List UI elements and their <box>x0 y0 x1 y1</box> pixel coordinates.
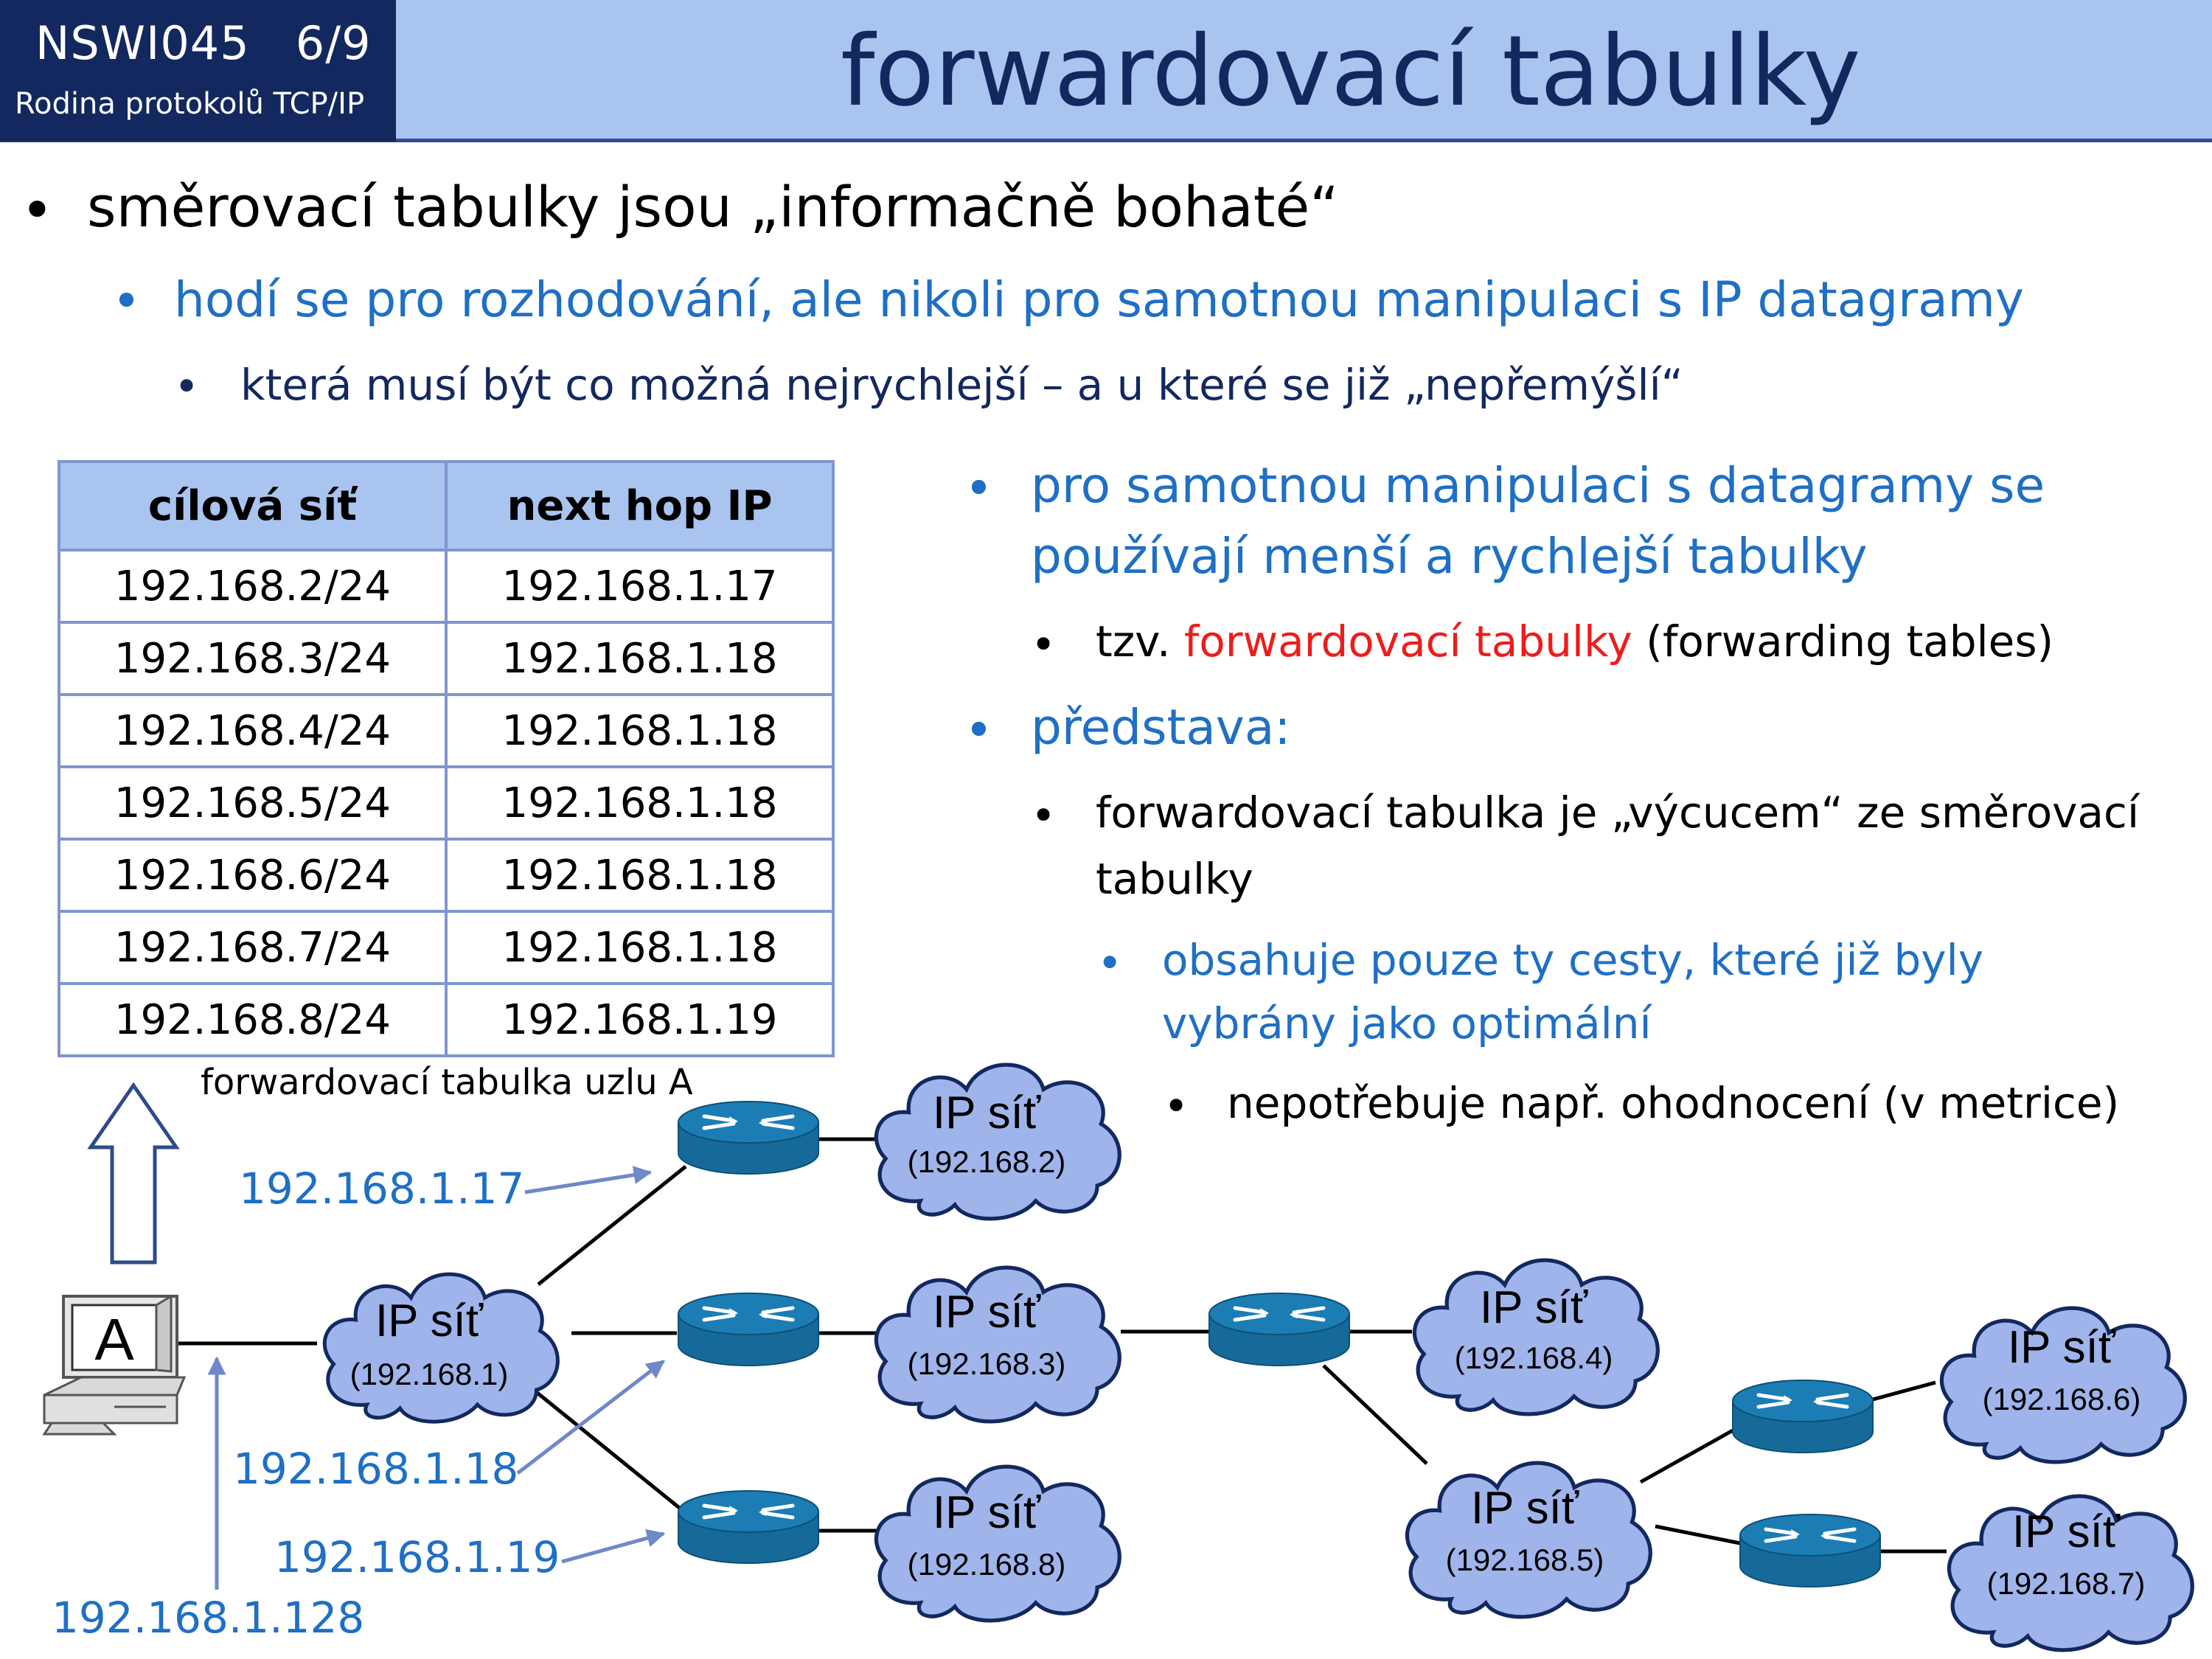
cloud-title: IP síť <box>1470 1483 1579 1534</box>
cell-next-hop: 192.168.1.17 <box>446 550 833 622</box>
bullet-dot: • <box>174 361 200 411</box>
ip-label-router-17: 192.168.1.17 <box>239 1164 525 1214</box>
cloud-network: (192.168.2) <box>907 1144 1066 1179</box>
cloud-title: IP síť <box>932 1287 1041 1338</box>
right-bullet-2-1-1-line2: vybrány jako optimální <box>1162 998 1652 1048</box>
column-header-next-hop: next hop IP <box>446 462 833 550</box>
bullet-dot: • <box>112 273 141 330</box>
ip-label-host: 192.168.1.128 <box>52 1593 365 1643</box>
ip-label-router-19: 192.168.1.19 <box>274 1532 560 1582</box>
right-bullet-2: představa: <box>1031 699 1291 756</box>
cloud-network: (192.168.1) <box>349 1357 509 1391</box>
cloud-title: IP síť <box>2011 1506 2121 1557</box>
table-caption: forwardovací tabulka uzlu A <box>201 1062 693 1103</box>
right-bullet-1-line1: pro samotnou manipulaci s datagramy se <box>1031 457 2045 514</box>
bullet-dot: • <box>964 702 993 759</box>
slide-title: forwardovací tabulky <box>841 15 1861 128</box>
bullet-dot: • <box>964 460 993 517</box>
host-label: A <box>94 1307 134 1372</box>
router-icon <box>678 1293 818 1366</box>
cell-destination: 192.168.5/24 <box>59 767 446 839</box>
bullet-level1: směrovací tabulky jsou „informačně bohaté“ <box>87 174 1339 240</box>
cell-destination: 192.168.8/24 <box>59 984 446 1056</box>
cloud-network: (192.168.5) <box>1445 1543 1604 1577</box>
right-bullet-2-1-1-line1: obsahuje pouze ty cesty, které již byly <box>1162 935 1984 985</box>
cloud-title: IP síť <box>932 1487 1041 1538</box>
cell-destination: 192.168.7/24 <box>59 911 446 984</box>
right-bullet-2-1-line2: tabulky <box>1096 854 1253 904</box>
cloud-title: IP síť <box>1479 1282 1588 1333</box>
cell-destination: 192.168.2/24 <box>59 550 446 622</box>
router-icon <box>1733 1380 1873 1453</box>
right-bullet-2-1-2: nepotřebuje např. ohodnocení (v metrice) <box>1227 1078 2120 1128</box>
course-subtitle: Rodina protokolů TCP/IP <box>15 87 365 121</box>
bullet-dot: • <box>1031 790 1057 841</box>
right-bullet-2-1-line1: forwardovací tabulka je „výcucem“ ze směrovací <box>1096 787 2140 838</box>
cloud-network: (192.168.7) <box>1986 1566 2146 1601</box>
label-arrow <box>525 1172 650 1192</box>
cloud-title: IP síť <box>932 1088 1041 1138</box>
bullet-dot: • <box>1164 1081 1189 1131</box>
cell-next-hop: 192.168.1.18 <box>446 695 833 767</box>
column-header-destination: cílová síť <box>59 462 446 550</box>
router-icon <box>678 1102 818 1174</box>
cloud-title: IP síť <box>2007 1322 2116 1373</box>
cloud-network: (192.168.8) <box>907 1547 1066 1582</box>
bullet-level3: která musí být co možná nejrychlejší – a u které se již „nepřemýšlí“ <box>240 360 1683 410</box>
router-icon <box>678 1491 818 1563</box>
forwarding-tables-suffix: (forwarding tables) <box>1632 616 2054 667</box>
cell-destination: 192.168.4/24 <box>59 695 446 767</box>
cloud-title: IP síť <box>375 1295 484 1346</box>
cell-next-hop: 192.168.1.18 <box>446 767 833 839</box>
cell-next-hop: 192.168.1.18 <box>446 839 833 911</box>
course-code: NSWI045 6/9 <box>35 16 372 70</box>
tzv-prefix: tzv. <box>1096 616 1184 667</box>
cell-next-hop: 192.168.1.18 <box>446 911 833 984</box>
up-arrow-icon <box>91 1085 176 1262</box>
bullet-dot: • <box>21 177 54 243</box>
router-icon <box>1209 1293 1349 1366</box>
cell-destination: 192.168.6/24 <box>59 839 446 911</box>
cloud-network: (192.168.3) <box>907 1346 1066 1381</box>
ip-label-router-18: 192.168.1.18 <box>233 1444 519 1494</box>
cell-destination: 192.168.3/24 <box>59 622 446 695</box>
forwarding-tables-highlight: forwardovací tabulky <box>1183 616 1632 667</box>
bullet-level2: hodí se pro rozhodování, ale nikoli pro samotnou manipulaci s IP datagramy <box>174 271 2025 328</box>
bullet-dot: • <box>1097 938 1123 988</box>
router-icon <box>1740 1514 1880 1587</box>
cloud-network: (192.168.4) <box>1454 1340 1613 1375</box>
bullet-dot: • <box>1031 619 1057 669</box>
cell-next-hop: 192.168.1.18 <box>446 622 833 695</box>
cloud-network: (192.168.6) <box>1982 1382 2141 1416</box>
label-arrow <box>562 1534 664 1562</box>
cell-next-hop: 192.168.1.19 <box>446 984 833 1056</box>
right-bullet-1-line2: používají menší a rychlejší tabulky <box>1031 528 1868 585</box>
